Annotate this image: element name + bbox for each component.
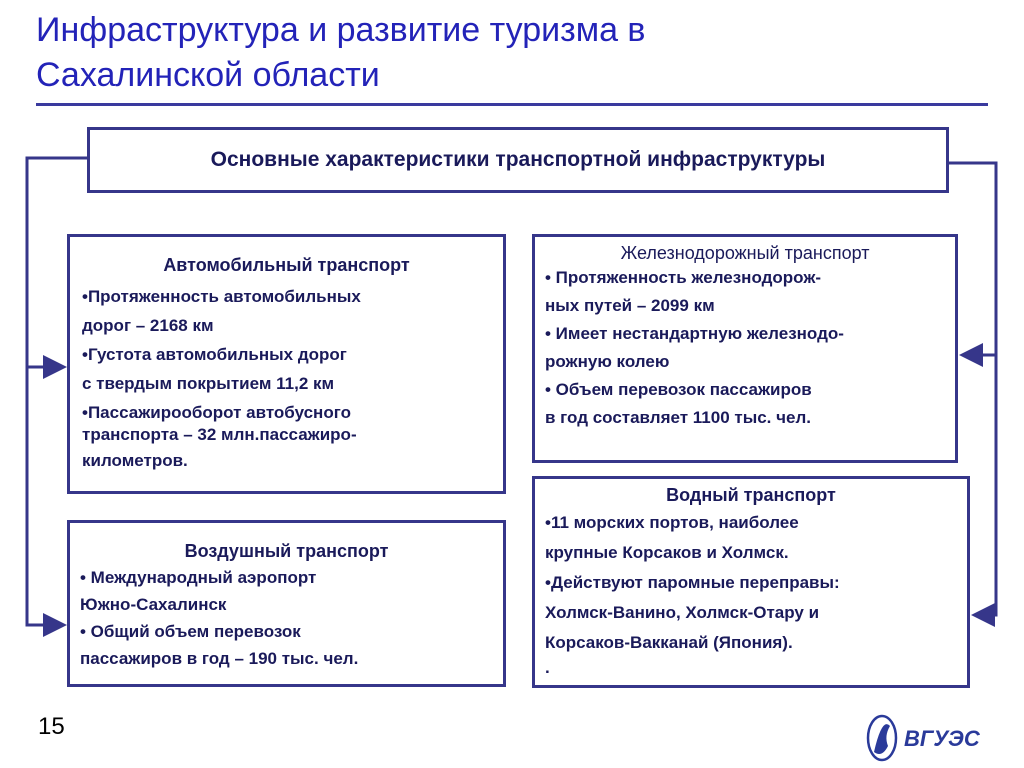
panel-air-title: Воздушный транспорт [184, 541, 389, 561]
rail-line-4: рожную колею [545, 352, 670, 371]
rail-line-5: • Объем перевозок пассажиров [545, 380, 812, 399]
rail-line-2: ных путей – 2099 км [545, 296, 715, 315]
logo-emblem-icon [868, 716, 896, 760]
panel-auto [67, 234, 506, 494]
water-line-3: •Действуют паромные переправы: [545, 573, 840, 592]
panel-auto-title: Автомобильный транспорт [163, 255, 410, 275]
panel-water [532, 476, 970, 688]
rail-line-1: • Протяженность железнодорож- [545, 268, 822, 287]
vguas-logo [862, 712, 992, 764]
header-box [87, 127, 949, 193]
water-line-6: . [545, 658, 550, 677]
water-line-5: Корсаков-Вакканай (Япония). [545, 633, 793, 652]
air-line-4: пассажиров в год – 190 тыс. чел. [80, 649, 359, 668]
water-line-2: крупные Корсаков и Холмск. [545, 543, 789, 562]
rail-line-6: в год составляет 1100 тыс. чел. [545, 408, 811, 427]
water-line-4: Холмск-Ванино, Холмск-Отару и [545, 603, 820, 622]
air-line-1: • Международный аэропорт [80, 568, 317, 587]
water-line-1: •11 морских портов, наиболее [545, 513, 799, 532]
page-number: 15 [38, 713, 65, 740]
header-text: Основные характеристики транспортной инфраструктуры [210, 148, 826, 171]
panel-rail-title: Железнодорожный транспорт [620, 243, 870, 263]
air-line-2: Южно-Сахалинск [80, 595, 227, 614]
auto-line-1: •Протяженность автомобильных [82, 287, 361, 306]
auto-line-7: километров. [82, 451, 188, 470]
panel-water-title: Водный транспорт [666, 485, 836, 505]
panel-rail [532, 234, 958, 463]
auto-line-5: •Пассажирооборот автобусного [82, 403, 351, 422]
rail-line-3: • Имеет нестандартную железнодо- [545, 324, 844, 343]
panel-air [67, 520, 506, 687]
auto-line-6: транспорта – 32 млн.пассажиро- [82, 425, 357, 444]
slide-title-line2: Сахалинской области [36, 56, 380, 94]
auto-line-3: •Густота автомобильных дорог [82, 345, 347, 364]
air-line-3: • Общий объем перевозок [80, 622, 301, 641]
auto-line-2: дорог – 2168 км [82, 316, 214, 335]
logo-text: ВГУЭС [904, 726, 980, 751]
auto-line-4: с твердым покрытием 11,2 км [82, 374, 335, 393]
slide-title-line1: Инфраструктура и развитие туризма в [36, 11, 646, 49]
